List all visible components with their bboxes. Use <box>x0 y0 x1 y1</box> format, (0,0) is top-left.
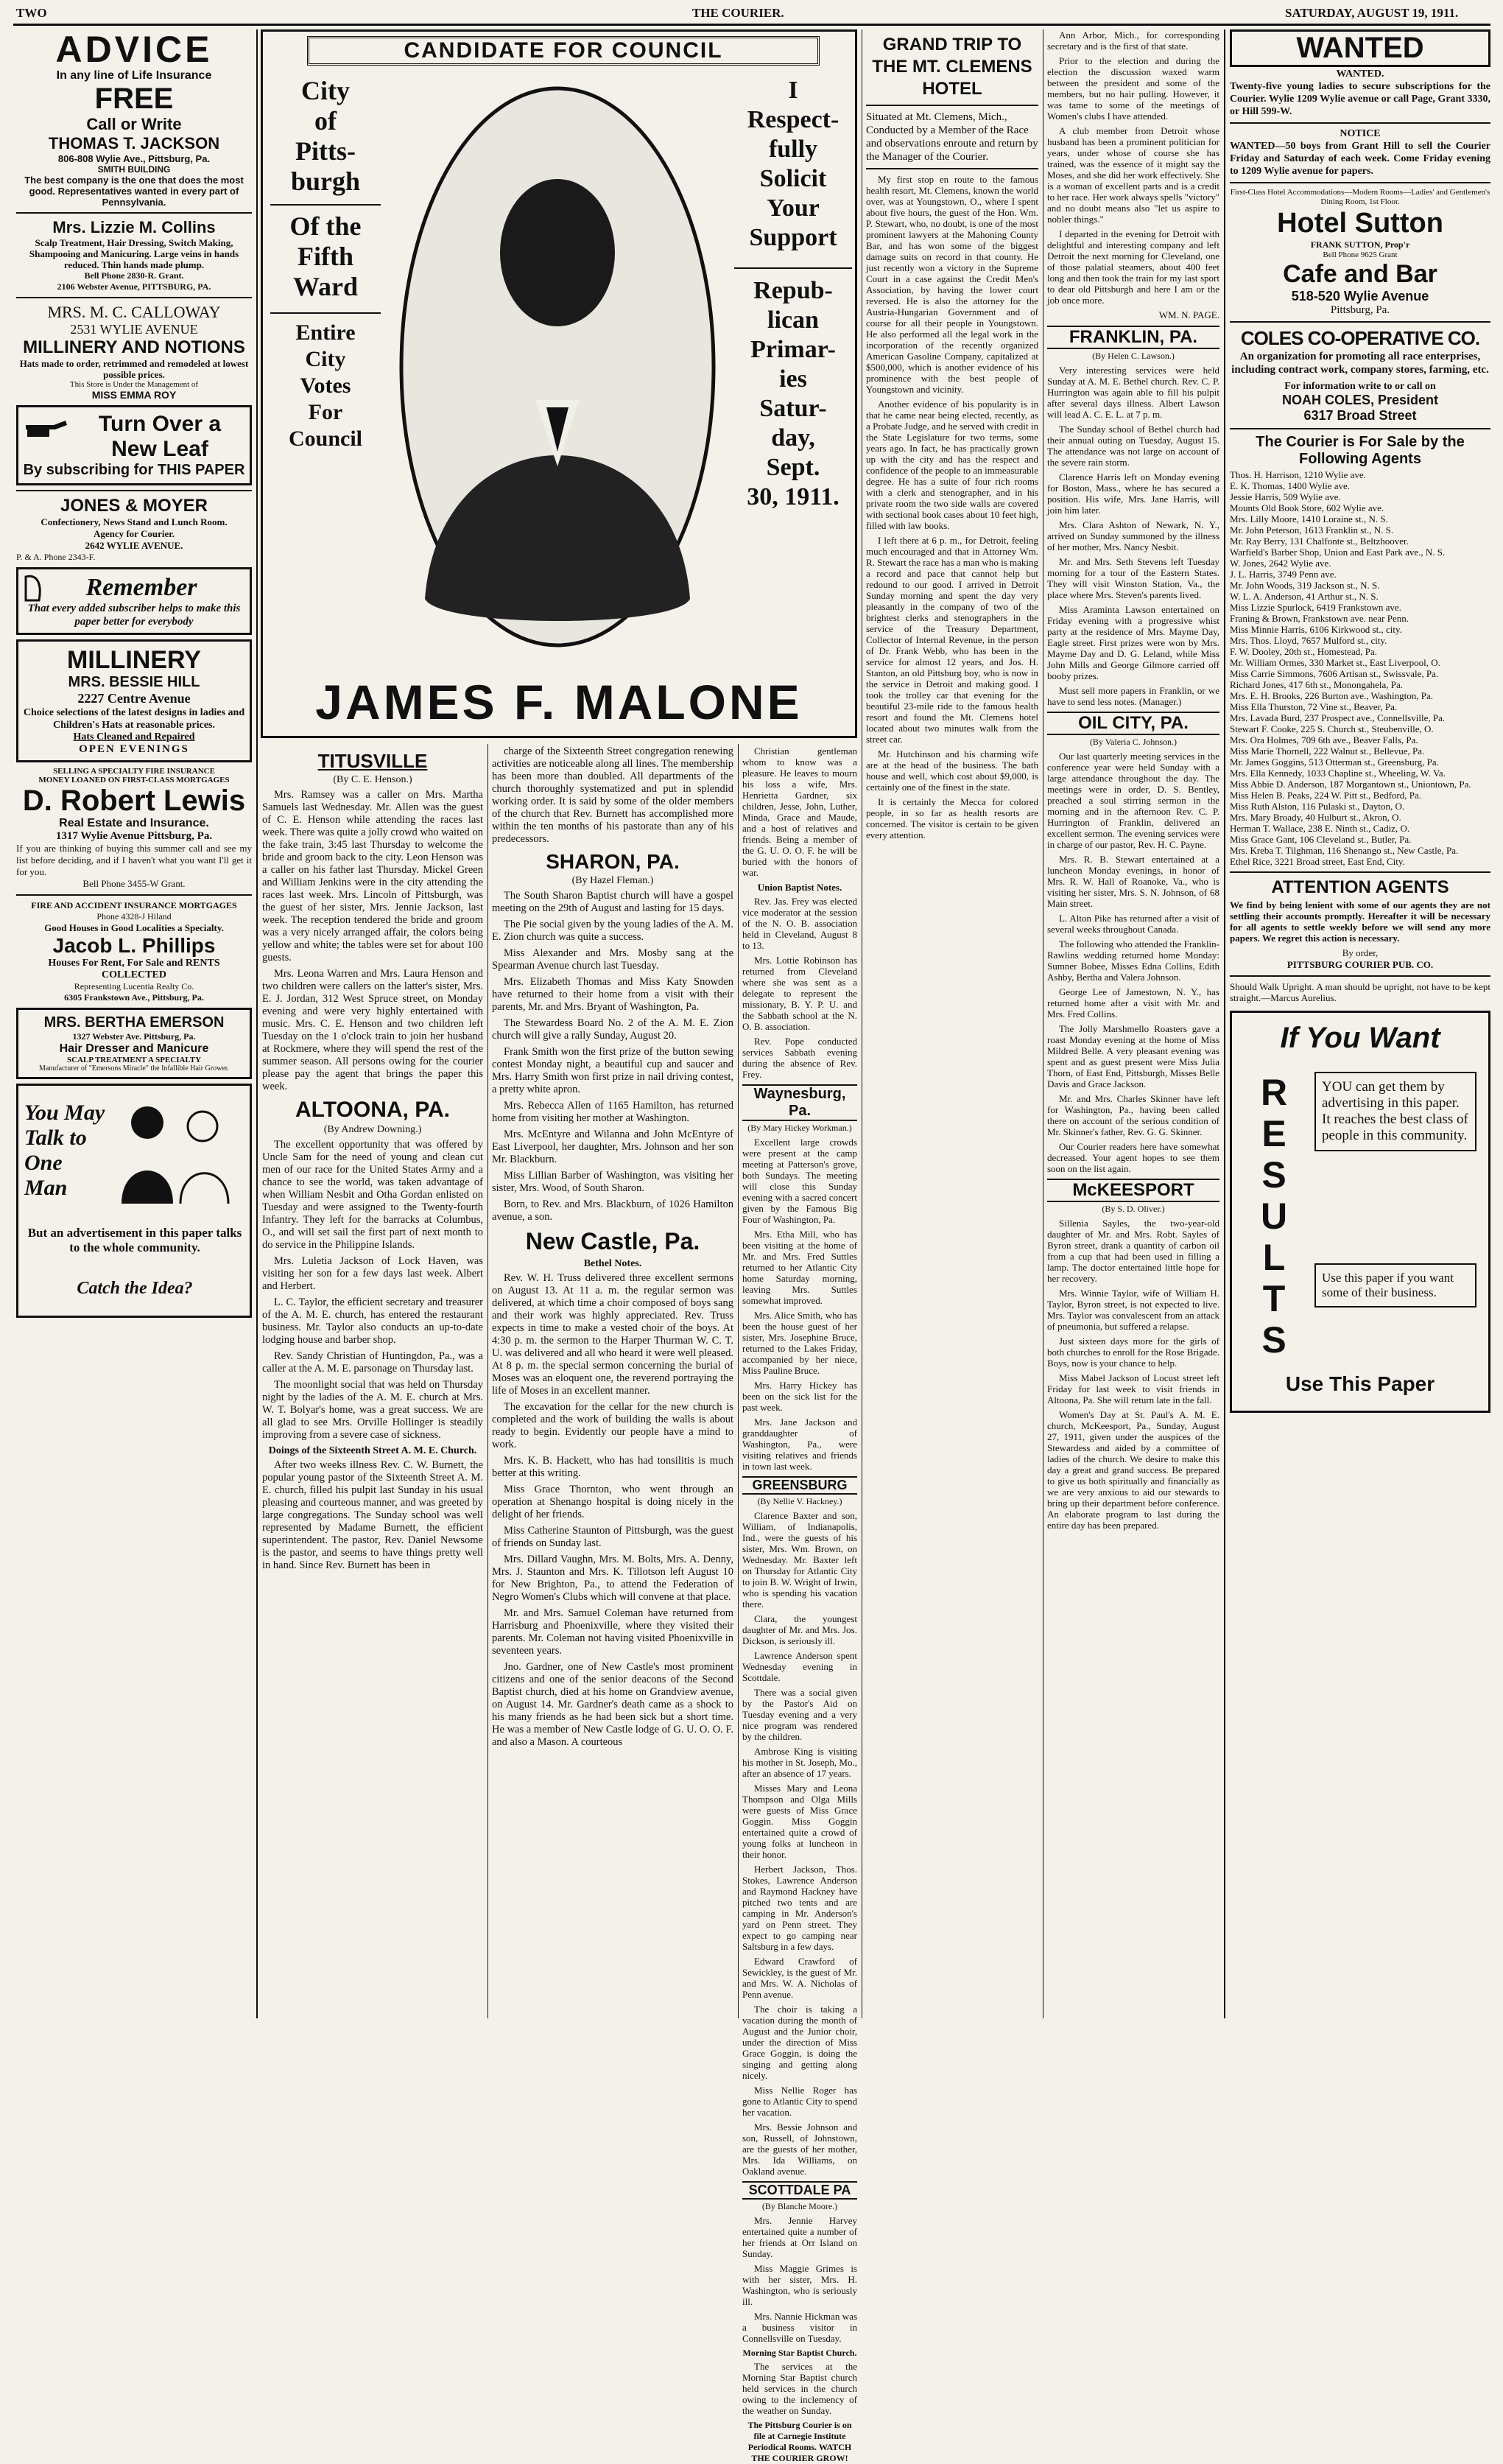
list-item: Mrs. Kreba T. Tilghman, 116 Shenango st., New Castle, Pa. <box>1230 845 1459 856</box>
headline-scottdale: SCOTTDALE PA <box>742 2181 857 2200</box>
list-item: Mrs. Lilly Moore, 1410 Loraine st., N. S. <box>1230 513 1388 524</box>
list-item: W. L. A. Anderson, 41 Arthur st., N. S. <box>1230 591 1379 602</box>
list-item: Miss Marie Thornell, 222 Walnut st., Bellevue, Pa. <box>1230 745 1425 757</box>
signature: WM. N. PAGE. <box>1158 309 1219 320</box>
ad-jones-moyer: JONES & MOYER Confectionery, News Stand and Lunch Room. Agency for Courier. 2642 WYLIE AVENUE. P. & A. Phone 2343-F. <box>16 496 228 562</box>
headline-wanted: WANTED <box>1230 29 1490 67</box>
courier-on-file-notice: The Pittsburg Courier is on file at Carnegie Institute Periodical Rooms. WATCH THE COURIER GROW! <box>747 2420 852 2463</box>
headline-mckeesport: McKEESPORT <box>1047 1179 1219 1202</box>
list-item: Mounts Old Book Store, 602 Wylie ave. <box>1230 502 1384 513</box>
list-item: Mrs. Thos. Lloyd, 7657 Mulford st., city. <box>1230 635 1387 646</box>
ads-column <box>16 29 252 2026</box>
headline-sharon: SHARON, PA. <box>546 850 680 873</box>
headline-altoona: ALTOONA, PA. <box>295 1098 450 1122</box>
list-item: Mr. John Woods, 319 Jackson st., N. S. <box>1230 580 1380 591</box>
ad-robert-lewis: SELLING A SPECIALTY FIRE INSURANCE MONEY LOANED ON FIRST-CLASS MORTGAGES D. Robert Lewis Real Estate and Insurance. 1317 Wylie Avenue Pittsburg, Pa. If you are thinking of buying this summer call and see my list before deciding, and if I haven't what you want I'll get it for you. Bell Phone 3455-W Grant. <box>16 767 252 889</box>
headline-franklin: FRANKLIN, PA. <box>1047 326 1219 349</box>
masthead-rule <box>13 24 1490 26</box>
list-item: Miss Carrie Simmons, 7606 Artisan st., Swissvale, Pa. <box>1230 668 1439 679</box>
list-item: Stewart F. Cooke, 225 S. Church st., Steubenville, O. <box>1230 723 1434 734</box>
list-item: Thos. H. Harrison, 1210 Wylie ave. <box>1230 469 1366 480</box>
headline-grand-trip: GRAND TRIP TO THE MT. CLEMENS HOTEL <box>872 35 1032 99</box>
ad-turn-over-leaf: Turn Over a New Leaf By subscribing for THIS PAPER <box>16 405 252 485</box>
list-item: Mrs. Ora Holmes, 709 6th ave., Beaver Falls, Pa. <box>1230 734 1418 745</box>
headline-oil-city: OIL CITY, PA. <box>1047 712 1219 735</box>
page-number: TWO <box>16 6 47 20</box>
right-ads-column: WANTED WANTED. Twenty-five young ladies to secure subscriptions for the Courier. Wylie 1209 Wylie avenue or call Page, Grant 3330, or Hill 599-W. NOTICE WANTED—50 boys from Grant Hill to sell the Courier Friday and Saturday of each week. Come Friday evening to 1209 Wylie avenue for papers. First-Class Hotel Accommodations—Modern Rooms—Ladies' and Gentlemen's Dining Room, 1st Floor. Hotel Sutton FRANK SUTTON, Prop'r Bell Phone 9625 Grant Cafe and Bar 518-520 Wylie Avenue Pittsburg, Pa. COLES CO-OPERATIVE CO. An organization for promoting all race enterprises, including contract work, company stores, farming, etc. For information write to or call on NOAH COLES, President 6317 Broad Street The Courier is For Sale by the Following Agents Thos. H. Harrison, 1210 Wylie ave. E. K. Thomas, 1400 Wylie ave. Jessie Harris, 509 Wylie ave. Mounts Old Book Store, 602 Wylie ave. Mrs. Lilly Moore, 1410 Loraine st., N. S. Mr. John Peterson, 1613 Franklin st., N. S. Mr. Ray Berry, 131 Chalfonte st., Beltzhoover. Warfield's Barber Shop, Union and East Park ave., N. S. W. Jones, 2642 Wylie ave. J. L. Harris, 3749 Penn ave. Mr. John Woods, 319 Jackson st., N. S. W. L. A. Anderson, 41 Arthur st., N. S. Miss Lizzie Spurlock, 6419 Frankstown ave. Franing & Brown, Frankstown ave. near Penn. Miss Minnie Harris, 6106 Kirkwood st., city. Mrs. Thos. Lloyd, 7657 Mulford st., city. F. W. Dooley, 20th st., Homestead, Pa. Mr. William Ormes, 330 Market st., East Liverpool, O. Miss Carrie Simmons, 7606 Artisan st., Swissvale, Pa. Richard Jones, 417 6th st., Monongahela, Pa. Mrs. E. H. Brooks, 226 Burton ave., Washington, Pa. Miss Ella Thurston, 72 Vine st., Beaver, Pa. Mrs. Lavada Burd, 237 Prospect ave., Connellsville, Pa. Stewart F. Cooke, 225 S. Church st., Steubenville, O. Mrs. Ora Holmes, 709 6th ave., Beaver Falls, Pa. Miss Marie Thornell, 222 Walnut st., Bellevue, Pa. Mr. James Goggins, 513 Otterman st., Greensburg, Pa. Mrs. Ella Kennedy, 1033 Chapline st., Wheeling, W. Va. Miss Abbie D. Anderson, 187 Morgantown st., Uniontown, Pa. Miss Helen B. Peaks, 224 W. Pitt st., Bedford, Pa. Miss Ruth Alston, 116 Pulaski st., Dayton, O. Mrs. Mary Broady, 40 Hulburt st., Akron, O. Herman T. Wallace, 238 E. Ninth st., Cadiz, O. Miss Grace Gant, 106 Cleveland st., Butler, Pa. Mrs. Kreba T. Tilghman, 116 Shenango st., New Castle, Pa. Ethel Rice, 3221 Broad street, East End, City. ATTENTION AGENTS We find by being lenient with some of our agents they are not settling their accounts promptly. Hereafter it will be necessary for all agents to settle weekly before we will send any more papers. We regret this action is necessary. By order, PITTSBURG COURIER PUB. CO. Should Walk Upright. A man should be upright, not have to be kept straight.—Marcus Aurelius. If You Want R E S U L T S YOU can get them by advertising in this paper. It reaches the best class of people in this community. Use this paper if you want some of their business. Use This Paper <box>1230 29 1490 2029</box>
list-item: Warfield's Barber Shop, Union and East Park ave., N. S. <box>1230 547 1446 558</box>
column-waynesburg-greensburg: Christian gentleman whom to know was a pleasure. He leaves to mourn his loss a wife, Mrs. Henrietta Gardner, six children, Jesse, John, Luther, Minda, Grace and Maude, and a host of relatives and friends. Being a member of the G. U. O. O. F. he will be buried with the honors of war. Union Baptist Notes. Rev. Jas. Frey was elected vice moderator at the session of the N. O. B. association held in Cleveland, August 8 to 13. Mrs. Lottie Robinson has returned from Cleveland where she was sent as a delegate to represent the missionary, B. Y. P. U. and the Sabbath school at the N. O. B. association. Rev. Pope conducted services Sabbath evening during the absence of Rev. Frey. Waynesburg, Pa. (By Mary Hickey Workman.) Excellent large crowds were present at the camp meeting at Patterson's grove, both Sundays. The meeting will close this Sunday evening with a sacred concert given by the Famous Big Four of Washington, Pa. Mrs. Etha Mill, who has been visiting at the home of Mr. and Mrs. Fred Suttles returned to her Atlantic City home Saturday morning, leaving Mrs. Suttles somewhat improved. Mrs. Alice Smith, who has been the house guest of her sister, Mrs. Josephine Bruce, returned to the Lakes Friday, accompanied by her niece, Miss Pauline Bruce. Mrs. Harry Hickey has been on the sick list for the past week. Mrs. Jane Jackson and granddaughter of Washington, Pa., were visiting relatives and friends in town last week. GREENSBURG (By Nellie V. Hackney.) Clarence Baxter and son, William, of Indianapolis, Ind., were the guests of his sister, Mrs. Wm. Brown, on Wednesday. Mr. Baxter left on Thursday for Atlantic City to join B. W. Wright of Irwin, who is spending his vacation there. Clara, the youngest daughter of Mr. and Mrs. Jos. Dickson, is seriously ill. Lawrence Anderson spent Wednesday evening in Scottdale. There was a social given by the Pastor's Aid on Tuesday evening and a very nice program was rendered by the children. Ambrose King is visiting his mother in St. Joseph, Mo., after an absence of 17 years. Misses Mary and Leona Thompson and Olga Mills were guests of Miss Grace Goggin. Miss Goggin entertained quite a crowd of young folks at luncheon in their honor. Herbert Jackson, Thos. Stokes, Lawrence Anderson and Raymond Hackney have pitched two tents and are camping in Mr. Anderson's yard on Penn street. They expect to go camping near Saltsburg in a few days. Edward Crawford of Sewickley, is the guest of Mr. and Mrs. W. A. Nicholas of Penn avenue. The choir is taking a vacation during the month of August and the Junior choir, under the direction of Miss Grace Goggin, is doing the singing and getting along nicely. Miss Nellie Roger has gone to Atlantic City to spend her vacation. Mrs. Bessie Johnson and son, Russell, of Johnstown, are the guests of her mother, Mrs. Ida Williams, on Oakland avenue. SCOTTDALE PA (By Blanche Moore.) Mrs. Jennie Harvey entertained quite a number of her friends at Orr Island on Sunday. Miss Maggie Grimes is with her sister, Mrs. H. Washington, who is seriously ill. Mrs. Nannie Hickman was a business visitor in Connellsville on Tuesday. Morning Star Baptist Church. The services at the Morning Star Baptist church held services in the church owing to the inclemency of the weather on Sunday. The Pittsburg Courier is on file at Carnegie Institute Periodical Rooms. WATCH THE COURIER GROW! <box>742 745 857 2463</box>
list-item: Miss Ruth Alston, 116 Pulaski st., Dayton, O. <box>1230 801 1405 812</box>
ad-bertha-emerson: MRS. BERTHA EMERSON 1327 Webster Ave. Pittsburg, Pa. Hair Dresser and Manicure SCALP TREATMENT A SPECIALTY Manufacturer of "Emersons Miracle" the Infallible Hair Grower. <box>16 1008 252 1079</box>
paper-name: THE COURIER. <box>692 6 784 20</box>
ad-talk-to-one-man: You May Talk to One Man But an advertisement in this paper talks to the whole community. Catch the Idea? <box>16 1084 252 1318</box>
column-titusville-altoona: TITUSVILLE (By C. E. Henson.) Mrs. Ramsey was a caller on Mrs. Martha Samuels last Wednesday. Mr. Allen was the guest of C. E. Henson while attending the races last week. There was quite a jolly crowd who waited on the fake train, 3:45 last Thursday to welcome the bride and groom back to the city. Leon Henson was a caller on his father last Thursday. Mickel Green and William Jenkins were in the city attending the races last week. Mrs. Lincoln of Pittsburgh, was the guest of her sister, Mrs. Jennie Jackson, last week. The reception tendered the bride and groom was a very nicely arranged affair, the colors being yellow and white; the tables were set for about 100 guests. Mrs. Leona Warren and Mrs. Laura Henson and two children were callers on the latter's sister, Mrs. E. J. Jordan, 312 West Spruce street, on Monday evening and were very highly entertained with music. Mrs. C. E. Henson and two children left Tuesday on the 1 o'clock train to join her husband at Rockmere, where they will spend the rest of the summer season. All persons owing for the courier please pay the agent that brings the paper this week. ALTOONA, PA. (By Andrew Downing.) The excellent opportunity that was offered by Uncle Sam for the need of young and clean cut men of our race for the United States Army and a chance to see the world, was taken advantage of when William Nesbit and Otha Gordan enlisted on Tuesday and were assigned to the Twenty-fourth Infantry. They left for the barracks at Columbus, O., and will set sail the first part of next month to do service in the Philippine Islands. Mrs. Luletia Jackson of Lock Haven, was visiting her son for a few days last week. Albert and Herbert. L. C. Taylor, the efficient secretary and treasurer of the A. M. E. church, has entered the restaurant business. Mr. Taylor also conducts an up-to-date lodging house and barber shop. Rev. Sandy Christian of Huntingdon, Pa., was a caller at the A. M. E. parsonage on Thursday last. The moonlight social that was held on Thursday night by the ladies of the A. M. E. church at Mrs. W. T. Bolyar's home, was a great success. We are all glad to see Mrs. Orville Hollinger is steadily improving from a severe case of sickness. Doings of the Sixteenth Street A. M. E. Church. After two weeks illness Rev. C. W. Burnett, the popular young pastor of the Sixteenth Street A. M. E. church, filled his pulpit last Sunday in his usual pleasing and courteous manner, and was greeted by large congregations. The Sunday school was well represented by Madame Burnett, the efficient superintendent. The pastor, Rev. Daniel Newsome is the pastor, and seems to have things pretty well in hand. Since Rev. Burnett has been in <box>262 750 483 1571</box>
list-item: Ethel Rice, 3221 Broad street, East End, City. <box>1230 856 1405 867</box>
ad-coles-cooperative: COLES CO-OPERATIVE CO. An organization for promoting all race enterprises, including contract work, company stores, farming, etc. For information write to or call on NOAH COLES, President 6317 Broad Street <box>1231 327 1489 423</box>
portrait-oval-icon <box>395 83 719 650</box>
list-item: Miss Minnie Harris, 6106 Kirkwood st., city. <box>1230 624 1402 635</box>
list-item: E. K. Thomas, 1400 Wylie ave. <box>1230 480 1351 491</box>
column-divider <box>1224 29 1225 2018</box>
speaking-men-icon <box>107 1093 239 1207</box>
list-item: Mrs. Mary Broady, 40 Hulburt st., Akron, O. <box>1230 812 1401 823</box>
list-item: Miss Ella Thurston, 72 Vine st., Beaver, Pa. <box>1230 701 1398 712</box>
headline-attention-agents: ATTENTION AGENTS <box>1271 877 1449 897</box>
column-sharon-newcastle: charge of the Sixteenth Street congregation renewing activities are noticeable along all lines. The membership has been more than doubled. All departments of the church thoroughly systematized and put in splendid working order. It is said by some of the older members of the church that Rev. Burnett has accomplished more within the ten months of his pastorate than any of his predecessors. SHARON, PA. (By Hazel Fleman.) The South Sharon Baptist church will have a gospel meeting on the 29th of August and lasting for 15 days. The Pie social given by the young ladies of the A. M. E. Zion church was quite a success. Miss Alexander and Mrs. Mosby sang at the Spearman Avenue church last Tuesday. Mrs. Elizabeth Thomas and Miss Katy Snowden have returned to their home from a visit with their parents, Mr. and Mrs. Bryant of Washington, Pa. The Stewardess Board No. 2 of the A. M. E. Zion church will give a rally Sunday, August 20. Frank Smith won the first prize of the button sewing contest Monday night, a beautiful cup and saucer and Mrs. Harry Smith won first prize in nail driving contest, a pretty white apron. Mrs. Rebecca Allen of 1165 Hamilton, has returned home from visiting her mother at Washington. Mrs. McEntyre and Wilanna and John McEntyre of East Liverpool, her daughter, Mrs. Johnson and her son Mr. Blackburn. Miss Lillian Barber of Washington, was visiting her sister, Mrs. Wood, of South Sharon. Born, to Rev. and Mrs. Blackburn, of 1026 Hamilton avenue, a son. New Castle, Pa. Bethel Notes. Rev. W. H. Truss delivered three excellent sermons on August 13. At 11 a. m. the regular sermon was delivered, at which time a choir composed of boys sang and their work was highly appreciated. Rev. Truss expects in time to make a vested choir of the boys. At 4:30 p. m. the sermon to the Harper Thurman W. C. T. U. was delivered and all who heard it were well pleased. At 8 p. m. the special sermon concerning the burial of Moses was an eloquent one, the reverend portraying the life of Moses in an excellent manner. The excavation for the cellar for the new church is completed and the work of building the walls is about ready to begin. Evidently our people have a mind to work. Mrs. K. B. Hackett, who has had tonsilitis is much better at this writing. Miss Grace Thornton, who went through an operation at Shenango hospital is doing nicely in the delight of her friends. Miss Catherine Staunton of Pittsburgh, was the guest of friends on Sunday last. Mrs. Dillard Vaughn, Mrs. M. Bolts, Mrs. A. Denny, Mrs. J. Staunton and Mrs. K. Tillotson left August 10 for New Brighton, Pa., to attend the Federation of Negro Women's Clubs which will convene at that place. Mr. and Mrs. Samuel Coleman have returned from Harrisburg and Phoenixville, where they visited their parents. Mr. Coleman not having visited Phoenixville in seventeen years. Jno. Gardner, one of New Castle's most prominent citizens and one of the senior deacons of the Second Baptist church, died at his home on Grandview avenue, on August 14. Mr. Gardner's death came as a shock to his many friends as he had been sick but a short time. He was a member of New Castle lodge of G. U. O. O. F. and also a Mason. A courteous <box>492 745 733 1748</box>
candidate-name: JAMES F. MALONE <box>315 675 803 729</box>
list-item: Mr. John Peterson, 1613 Franklin st., N. S. <box>1230 524 1394 536</box>
issue-date: SATURDAY, AUGUST 19, 1911. <box>1285 6 1459 20</box>
list-item: J. L. Harris, 3749 Penn ave. <box>1230 569 1337 580</box>
column-divider <box>487 744 488 2018</box>
headline-titusville: TITUSVILLE <box>317 750 428 772</box>
list-item: W. Jones, 2642 Wylie ave. <box>1230 558 1331 569</box>
ad-jacob-phillips: FIRE AND ACCIDENT INSURANCE MORTGAGES Phone 4328-J Hiland Good Houses in Good Localities a Specialty. Jacob L. Phillips Houses For Rent, For Sale and RENTS COLLECTED Representing Lucentia Realty Co. 6305 Frankstown Ave., Pittsburg, Pa. <box>31 900 237 1003</box>
headline-agents: The Courier is For Sale by the Following Agents <box>1256 434 1465 467</box>
list-item: Mr. James Goggins, 513 Otterman st., Greensburg, Pa. <box>1230 757 1439 768</box>
quote: Should Walk Upright. A man should be upright, not have to be kept straight.—Marcus Aurelius. <box>1230 981 1490 1003</box>
list-item: Mrs. Ella Kennedy, 1033 Chapline st., Wheeling, W. Va. <box>1230 768 1446 779</box>
ad-millinery-hill: MILLINERY MRS. BESSIE HILL 2227 Centre Avenue Choice selections of the latest designs in ladies and Children's Hats at reasonable prices. Hats Cleaned and Repaired OPEN EVENINGS <box>16 639 252 762</box>
column-divider <box>256 29 258 2018</box>
ad-hotel-sutton: First-Class Hotel Accommodations—Modern Rooms—Ladies' and Gentlemen's Dining Room, 1st Floor. Hotel Sutton FRANK SUTTON, Prop'r Bell Phone 9625 Grant Cafe and Bar 518-520 Wylie Avenue Pittsburg, Pa. <box>1230 188 1490 316</box>
candidate-portrait <box>395 83 719 650</box>
list-item: Jessie Harris, 509 Wylie ave. <box>1230 491 1341 502</box>
list-item: Herman T. Wallace, 238 E. Ninth st., Cadiz, O. <box>1230 823 1410 834</box>
pointing-hand-icon <box>24 415 68 443</box>
list-item: Miss Abbie D. Anderson, 187 Morgantown st., Uniontown, Pa. <box>1230 779 1471 790</box>
list-item: Miss Lizzie Spurlock, 6419 Frankstown ave. <box>1230 602 1401 613</box>
candidate-banner: CANDIDATE FOR COUNCIL <box>307 36 820 66</box>
list-item: Franing & Brown, Frankstown ave. near Penn. <box>1230 613 1409 624</box>
column-divider <box>738 744 739 2018</box>
candidate-ad <box>261 29 857 738</box>
ad-remember: Remember That every added subscriber helps to make this paper better for everybody <box>16 567 252 635</box>
headline-new-castle: New Castle, Pa. <box>525 1228 700 1254</box>
ad-advice: ADVICE In any line of Life Insurance FREE Call or Write THOMAS T. JACKSON 806-808 Wylie Ave., Pittsburg, Pa. SMITH BUILDING The best company is the one that does the most good. Representatives wanted in every part of Pennsylvania. <box>24 29 244 208</box>
column-franklin-oilcity: Ann Arbor, Mich., for corresponding secretary and is the first of that state. Prior to the election and during the election the discussion waxed warm between the president and some of the members, but no hair pulling. However, it was tame to some of the meetings of Women's clubs I have attended. A club member from Detroit whose husband has been a prominent politician for years, under whose of course she has trained, was the essence of it might say the Moses, and she did her work effectively. She is a woman of excellent parts and is a credit to her race. Her work always spells "victory" and no doubt means also "let us aspire to nobler things." I departed in the evening for Detroit with delightful and interesting company and left Detroit the next morning for Cleveland, one of those palatial steamers, about 400 feet long and then took the train for my last sport to dear old Pittsburgh and here I am or the job once more. WM. N. PAGE. FRANKLIN, PA. (By Helen C. Lawson.) Very interesting services were held Sunday at A. M. E. Bethel church. Rev. C. P. Hurrington was again able to fill his pulpit after several days illness. Albert Lawson will lead A. C. E. L. at 7 p. m. The Sunday school of Bethel church had their annual outing on Tuesday, August 15. The attendance was not large on account of the severe rain storm. Clarence Harris left on Monday evening for Boston, Mass., where he has secured a position. His wife, Mrs. Jane Harris, will join him later. Mrs. Clara Ashton of Newark, N. Y., arrived on Sunday summoned by the illness of her mother, Mrs. Nancy Nesbit. Mr. and Mrs. Seth Stevens left Tuesday morning for a tour of the Eastern States. They will visit Winston Station, Va., the place where Mrs. Steven's parents lived. Miss Araminta Lawson entertained on Friday evening with a progressive whist party at the residence of Mrs. Mayme Day, Eagle street. First prizes were won by Mrs. Mayme Day and D. G. Leland, while Miss John Mills and George Gilmore carried off booby prizes. Must sell more papers in Franklin, or we have to send less notes. (Manager.) OIL CITY, PA. (By Valeria C. Johnson.) Our last quarterly meeting services in the conference year were held Sunday with a large attendance throughout the day. The meetings were in order, D. S. Bentley, preached a soul stirring sermon in the morning and in the afternoon Rev. C. P. Hurrington of Franklin, delivered an excellent sermon. The evening services were in charge of our pastor, Rev. H. C. Payne. Mrs. R. B. Stewart entertained at a luncheon Monday evenings, in honor of Mrs. R. W. Hall of Roanoke, Va., who is visiting her sister, Mrs. S. N. Johnson, of 68 Main street. L. Alton Pike has returned after a visit of several weeks throughout Canada. The following who attended the Franklin-Rawlins wedding returned home Monday: Sumner Bobee, Misses Edna Collins, Edith Ashby, Bertha and Valera Johnson. George Lee of Jamestown, N. Y., has returned home after a visit with Mr. and Mrs. Fred Collins. The Jolly Marshmello Roasters gave a roast Monday evening at the home of Miss Mildred Belle. A very pleasant evening was spent and as guest present were Miss Julia Thorn, of East End, Pittsburgh, Misses Belle Davis and Grace Jackson. Mr. and Mrs. Charles Skinner have left for Washington, Pa., having been called there on account of the serious condition of Mr. Skinner's father, Rev. G. G. Skinner. Our Courier readers here have somewhat decreased. Your agent hopes to see them soon on the list again. McKEESPORT (By S. D. Oliver.) Sillenia Sayles, the two-year-old daughter of Mr. and Mrs. Robt. Sayles of Byron street, drank a quantity of carbon oil from a cup that had been used in filling a lamp. The doctor entertained little hope for her recovery. Mrs. Winnie Taylor, wife of William H. Taylor, Byron street, is not expected to live. Mrs. Taylor was convalescent from an attack of pneumonia, but suffered a relapse. Just sixteen days more for the girls of both churches to enroll for the Rose Brigade. Boys, now is your chance to help. Miss Mabel Jackson of Locust street left Friday for last week to visit friends in Altoona, Pa. She will return late in the fall. Women's Day at St. Paul's A. M. E. church, McKeesport, Pa., Sunday, August 27, 1911, given under the auspices of the Stewardess and aided by a committee of ladies of the church. We desire to make this day a great and grand success. Be prepared to give us both spiritually and financially as we are very anxious to aid our stewards to bring up their department before conference. An elaborate program to last during the entire day has been prepared. <box>1047 29 1219 1531</box>
headline-waynesburg: Waynesburg, Pa. <box>742 1084 857 1121</box>
list-item: Miss Grace Gant, 106 Cleveland st., Butler, Pa. <box>1230 834 1412 845</box>
list-item: F. W. Dooley, 20th st., Homestead, Pa. <box>1230 646 1377 657</box>
list-item: Mr. William Ormes, 330 Market st., East Liverpool, O. <box>1230 657 1440 668</box>
list-item: Mrs. E. H. Brooks, 226 Burton ave., Washington, Pa. <box>1230 690 1434 701</box>
column-grand-trip: GRAND TRIP TO THE MT. CLEMENS HOTEL Situated at Mt. Clemens, Mich., Conducted by a Member of the Race and observations enroute and return by the Manager of the Courier. My first stop en route to the famous health resort, Mt. Clemens, known the world over, was at Youngstown, O., where I spent about five hours, the guest of the Hon. Wm. P. Stewart, who, no doubt, is one of the most prominent lawyers at the Mahoning County Bar, and has won some of the biggest damage suits on record in that county. He just recently won a victory in the Supreme Court in a case against the Credit Men's Association, by having the lower court reversed. He is also the attorney for the Austria-Hungarian Government and of course for all their people in Youngstown. He also performed all the legal work in the incorporation of the recently organized American Gasoline Company, capitalized at $500,000, which is another evidence of his prominence with the best people of Youngstown and vicinity. Another evidence of his popularity is in that he came near being elected, recently, as a Probate Judge, and he served with credit in the State Legislature for two terms, some years ago. In fact, he has practically grown up with the city and has the respect and confidence of the people to an immeasurable degree. He has a suite of four rich rooms with a clerk and stenographer, and in his private room the two side walls are covered with sectional book cases about 10 feet high, filled with law books. I left there at 6 p. m., for Detroit, feeling much encouraged and that in Attorney Wm. R. Stewart the race has a man who is making a record and pace that cannot help but redound to our good. I arrived in Detroit Sunday morning and spent the day very pleasantly in the company of two of the brightest clerks and stenographers in the service of the Treasury Department, Collector of Internal Revenue, in the person of Dr. Frank Webb, who has been in the service for almost 12 years, and Jos. H. Stanton, an old Pittsburg boy, who is now in the service in Detroit and making good. I took the trolley car that evening for the beautiful 23-mile ride to the famous health resort and found the Mt. Clemens hotel located about two minutes walk from the street car. Mr. Hutchinson and his charming wife are at the head of the business. The bath house and well, which cost about $9,000, is certainly one of the finest in the state. It is certainly the Mecca for colored people, in so far as health resorts are concerned. The visitor is certain to be given every attention. <box>866 35 1038 840</box>
ad-calloway: MRS. M. C. CALLOWAY 2531 WYLIE AVENUE MILLINERY AND NOTIONS Hats made to order, retrimmed and remodeled at lowest possible prices. This Store is Under the Management of MISS EMMA ROY <box>19 303 249 401</box>
curled-paper-icon <box>23 574 45 607</box>
agents-list <box>1230 469 1490 867</box>
ad-collins: Mrs. Lizzie M. Collins Scalp Treatment, Hair Dressing, Switch Making, Shampooing and Manicuring. Large veins in hands reduced. Thin hands made plump. Bell Phone 2830-R. Grant. 2106 Webster Avenue, PITTSBURG, PA. <box>29 218 239 292</box>
candidate-right-text: I Respect- fully Solicit Your Support Repub- lican Primar- ies Satur- day, Sept. 30, 1911. <box>734 76 852 512</box>
list-item: Richard Jones, 417 6th st., Monongahela, Pa. <box>1230 679 1404 690</box>
ad-if-you-want-results: If You Want R E S U L T S YOU can get them by advertising in this paper. It reaches the best class of people in this community. Use this paper if you want some of their business. Use This Paper <box>1230 1011 1490 1413</box>
headline-greensburg: GREENSBURG <box>742 1476 857 1495</box>
results-letters: R E S U L T S <box>1260 1072 1288 1361</box>
candidate-left-text: City of Pitts- burgh Of the Fifth Ward Entire City Votes For Council <box>270 76 381 452</box>
list-item: Mr. Ray Berry, 131 Chalfonte st., Beltzhoover. <box>1230 536 1409 547</box>
list-item: Mrs. Lavada Burd, 237 Prospect ave., Connellsville, Pa. <box>1230 712 1446 723</box>
list-item: Miss Helen B. Peaks, 224 W. Pitt st., Bedford, Pa. <box>1230 790 1422 801</box>
